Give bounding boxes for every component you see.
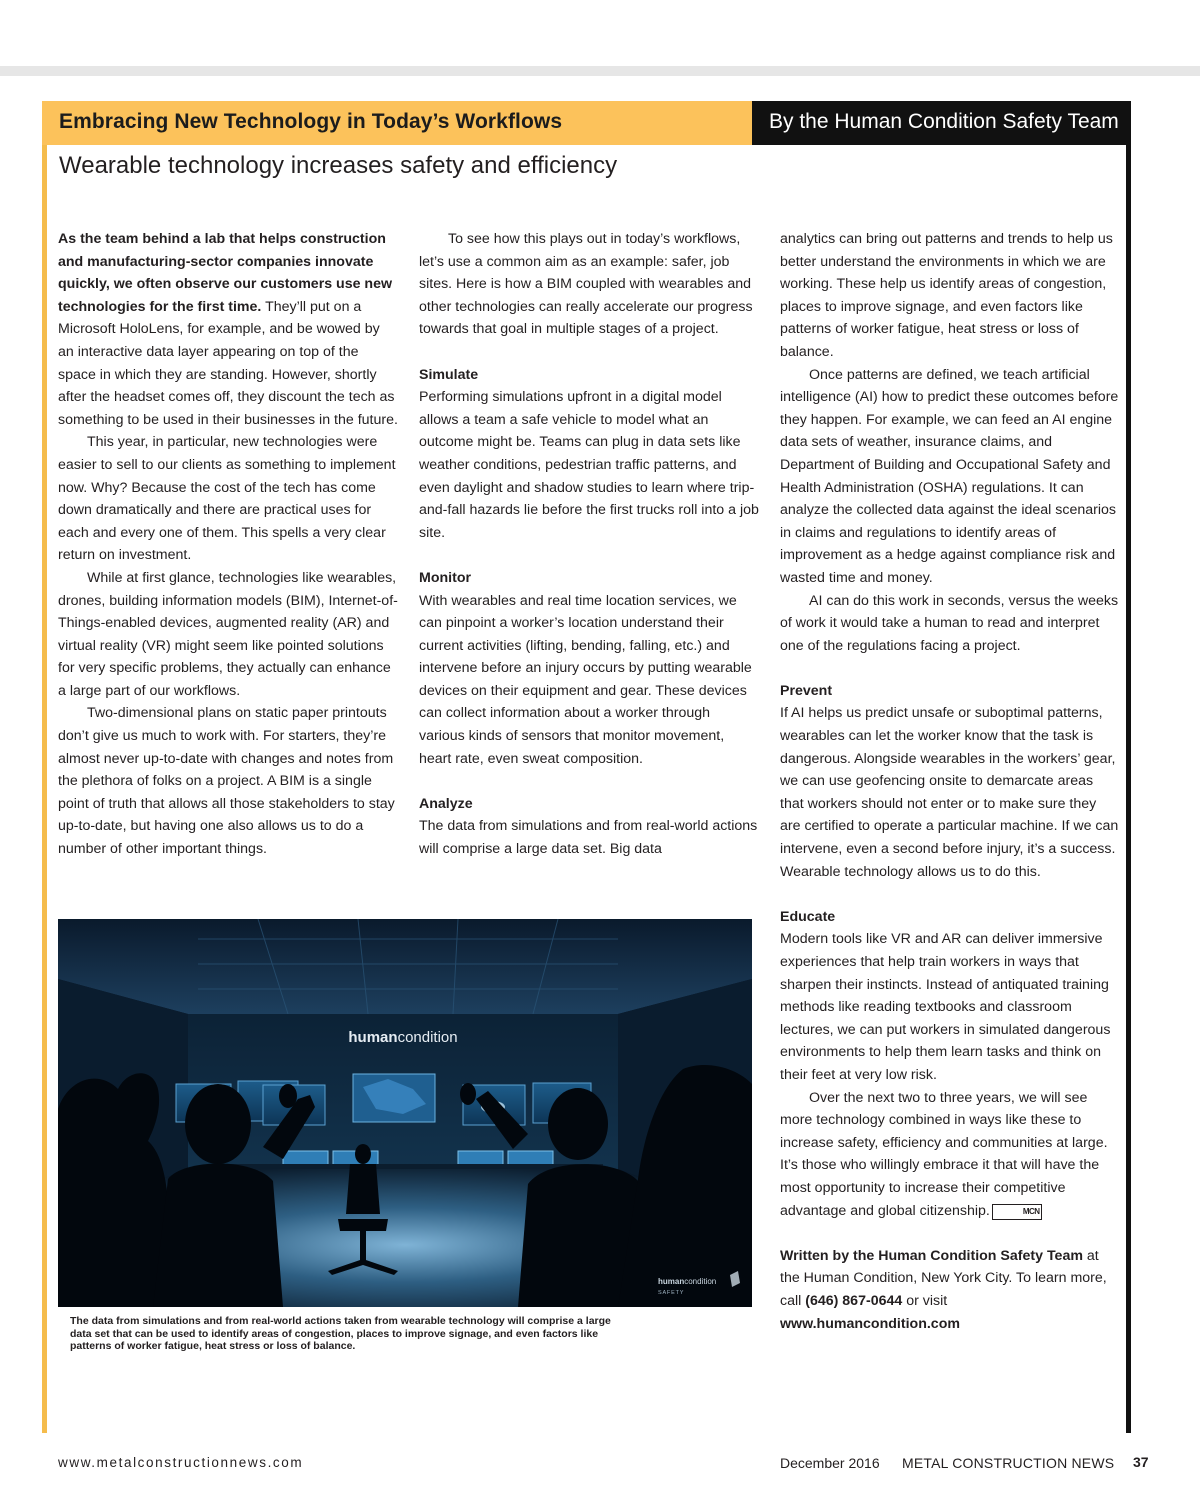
byline-box (752, 101, 1131, 145)
final-paragraph (780, 1087, 1120, 1223)
paragraph: Once patterns are defined, we teach artificial intelligence (AI) how to predict these outcomes before they happen. For example, we can feed an AI engine data sets of weather, insurance claims, and Department of Building and Occupational Safety and Health Administration (OSHA) regulations. It can analyze the collected data against the ideal scenarios in claims and regulations to identify areas of improvement as a hedge against compliance risk and wasted time and money. (780, 366, 1119, 586)
footer-magazine: METAL CONSTRUCTION NEWS (902, 1455, 1115, 1471)
author-credit (780, 1245, 1120, 1335)
lead-rest: They’ll put on a Microsoft HoloLens, for example, and be wowed by an interactive data layer appearing on top of the space in which they are standing. However, shortly after the headset comes off, they discount the tech as something to be used in their businesses in the future. (58, 298, 398, 428)
corner-logo-light: condition (684, 1277, 717, 1286)
corner-logo-bold: human (658, 1277, 685, 1286)
subhead-prevent: Prevent (780, 682, 833, 699)
paragraph: With wearables and real time location services, we can pinpoint a worker’s location understand their current activities (lifting, bending, falling, etc.) and intervene before an injury occurs by putting wearable devices on their equipment and gear. These devices can collect information about a worker through various kinds of sensors that monitor movement, heart rate, even sweat composition. (419, 592, 752, 767)
footer-date: December 2016 (780, 1455, 880, 1471)
lead-paragraph (58, 228, 398, 431)
column-2 (419, 228, 759, 861)
footer-url[interactable]: www.metalconstructionnews.com (58, 1455, 304, 1470)
wall-logo-light: condition (397, 1029, 458, 1046)
paragraph: The data from simulations and from real-world actions will comprise a large data set. Big data (419, 818, 758, 858)
credit-text: at the Human Condition, New York City. To learn more, call (780, 1247, 1107, 1309)
column-1 (58, 228, 398, 861)
paragraph: AI can do this work in seconds, versus the weeks of work it would take a human to read and interpret one of the regulations facing a project. (780, 592, 1119, 654)
column-3 (780, 228, 1120, 1335)
subhead-simulate: Simulate (419, 366, 479, 383)
section-header (42, 101, 752, 145)
subhead-educate: Educate (780, 908, 836, 925)
left-accent-rule (42, 101, 47, 1433)
paragraph: If AI helps us predict unsafe or suboptimal patterns, wearables can let the worker know that the task is dangerous. Alongside wearables in the workers’ gear, we can use geofencing onsite to demarcate areas that workers should not enter or to make sure they are certified to operate a particular machine. If we can intervene, even a second before injury, it’s a success. Wearable technology allows us to do this. (780, 705, 1119, 880)
phone-number: (646) 867-0644 (805, 1292, 903, 1309)
credit-or: or visit (902, 1292, 948, 1309)
page-number: 37 (1133, 1454, 1149, 1470)
subhead-analyze: Analyze (419, 795, 473, 812)
article-subtitle: Wearable technology increases safety and efficiency (59, 152, 618, 179)
photo-caption: The data from simulations and from real-world actions taken from wearable technology will comprise a large data set that can be used to identify areas of congestion, places to improve signage, and even factors like patterns of worker fatigue, heat stress or loss of balance. (70, 1315, 611, 1353)
end-mark: MCN (992, 1204, 1042, 1220)
credit-bold: Written by the Human Condition Safety Team (780, 1247, 1083, 1264)
paragraph: analytics can bring out patterns and trends to help us better understand the environments in which we are working. These help us identify areas of congestion, places to improve signage, and even factors like patterns of worker fatigue, heat stress or loss of balance. (780, 231, 1113, 360)
subhead-monitor: Monitor (419, 569, 472, 586)
svg-text:humancondition (658, 1277, 716, 1286)
top-band (0, 66, 1200, 76)
paragraph: This year, in particular, new technologies were easier to sell to our clients as something to implement now. Why? Because the cost of the tech has come down dramatically and there are practical uses for each and every one of them. This spells a very clear return on investment. (58, 434, 396, 564)
control-room-photo (58, 919, 752, 1307)
paragraph: Performing simulations upfront in a digital model allows a team a safe vehicle to model what an outcome might be. Teams can plug in data sets like weather conditions, pedestrian traffic patterns, and even daylight and shadow studies to learn where trip-and-fall hazards lie before the first trucks roll into a job site. (419, 389, 759, 541)
right-accent-rule (1126, 101, 1131, 1433)
website-link[interactable]: www.humancondition.com (780, 1315, 960, 1332)
paragraph: To see how this plays out in today’s workflows, let’s use a common aim as an example: safer, job sites. Here is how a BIM coupled with wearables and other technologies can really accelerate our progress towards that goal in multiple stages of a project. (419, 231, 753, 338)
section-title: Embracing New Technology in Today’s Workflows (59, 110, 563, 133)
lead-bold: As the team behind a lab that helps construction and manufacturing-sector companies innovate quickly, we often observe our customers use new technologies for the first time. (58, 231, 393, 315)
paragraph: Two-dimensional plans on static paper printouts don’t give us much to work with. For starters, they’re almost never up-to-date with changes and notes from the plethora of folks on a project. A BIM is a single point of truth that allows all those stakeholders to stay up-to-date, but having one also allows us to do a number of other important things. (58, 705, 395, 858)
corner-logo-sub: SAFETY (658, 1290, 685, 1296)
paragraph: Modern tools like VR and AR can deliver immersive experiences that help train workers in ways that sharpen their instincts. Instead of antiquated training methods like reading textbooks and classroom lectures, we can put workers in simulated dangerous environments to help them learn tasks and think on their feet at very low risk. (780, 931, 1111, 1083)
svg-text:humancondition (348, 1029, 457, 1046)
byline: By the Human Condition Safety Team (769, 110, 1119, 133)
wall-logo-bold: human (348, 1029, 398, 1046)
final-text: Over the next two to three years, we will see more technology combined in ways like these to increase safety, efficiency and communities at large. It’s those who willingly embrace it that will have the most opportunity to increase their competitive advantage and global citizenship. (780, 1089, 1108, 1219)
paragraph: While at first glance, technologies like wearables, drones, building information models (BIM), Internet-of-Things-enabled devices, augmented reality (AR) and virtual reality (VR) might seem like pointed solutions for very specific problems, they actually can enhance a large part of our workflows. (58, 569, 398, 699)
